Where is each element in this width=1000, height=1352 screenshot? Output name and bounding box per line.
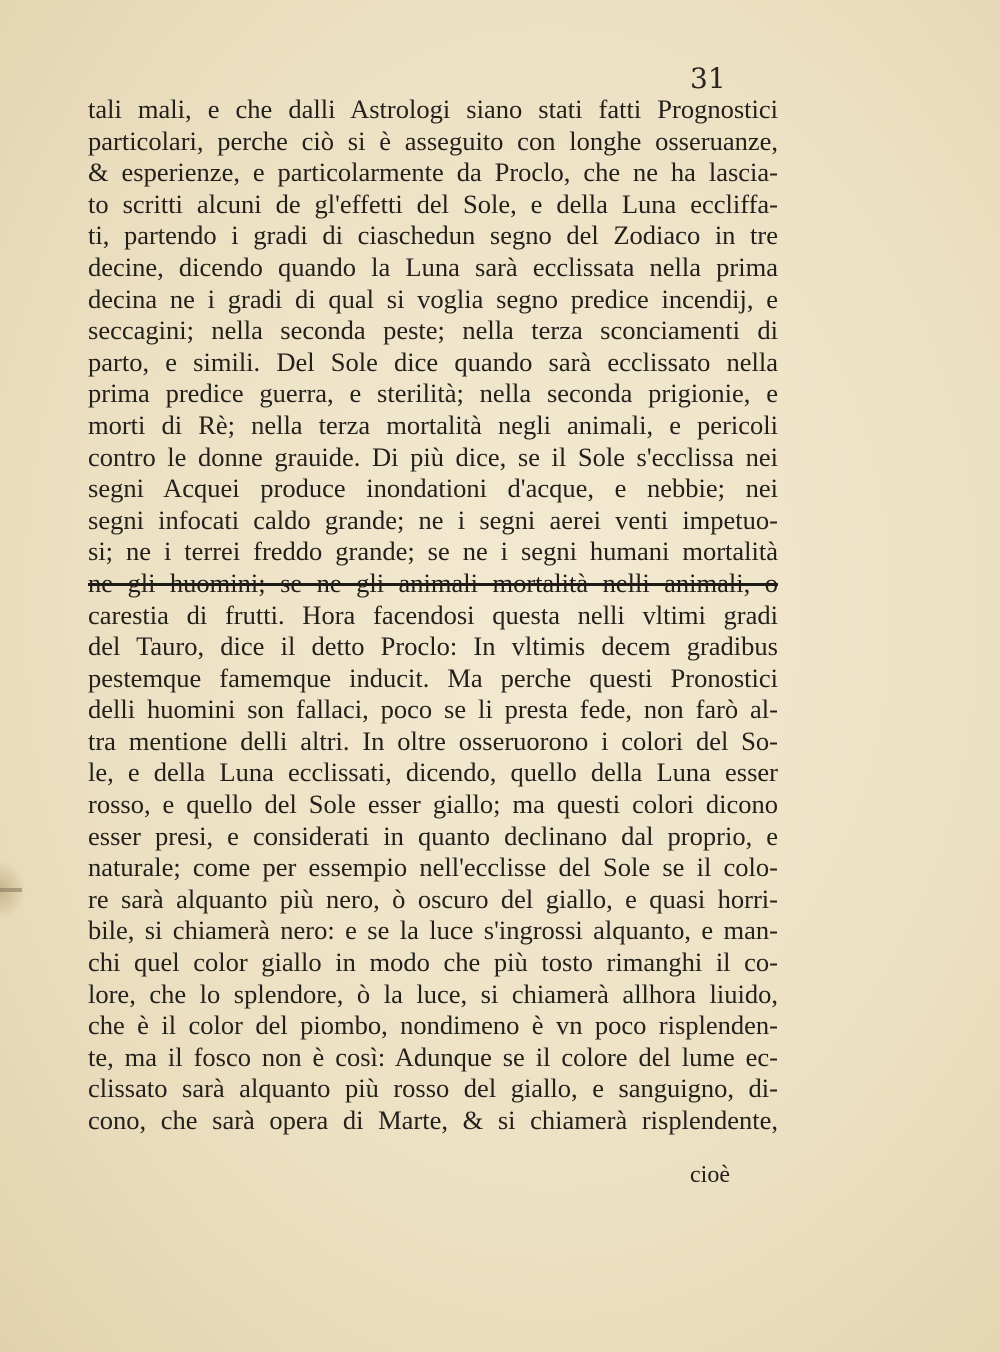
text-line: cono, che sarà opera di Marte, & si chiamerà risplendente, <box>88 1105 778 1135</box>
page-edge-mark <box>0 888 22 892</box>
text-line: naturale; come per essempio nell'ecclisse del Sole se il colo- <box>88 852 778 883</box>
text-line: rosso, e quello del Sole esser giallo; ma questi colori dicono <box>88 789 778 820</box>
text-line: tali mali, e che dalli Astrologi siano stati fatti Prognostici <box>88 94 778 124</box>
text-line: esser presi, e considerati in quanto declinano dal proprio, e <box>88 820 778 851</box>
text-line: morti di Rè; nella terza mortalità negli animali, e pericoli <box>88 409 778 440</box>
text-line: segni infocati caldo grande; ne i segni aerei venti impetuo- <box>88 504 778 535</box>
text-line: decina ne i gradi di qual si voglia segno predice incendij, e <box>88 283 778 314</box>
text-line: particolari, perche ciò si è asseguito con longhe osseruanze, <box>88 125 778 156</box>
text-line: pestemque famemque inducit. Ma perche questi Pronostici <box>88 662 778 693</box>
text-line: te, ma il fosco non è così: Adunque se il colore del lume ec- <box>88 1041 778 1072</box>
catchword: cioè <box>690 1162 730 1188</box>
text-line: tra mentione delli altri. In oltre osseruorono i colori del So- <box>88 725 778 756</box>
struck-through-line: ne gli huomini; se ne gli animali mortalità nelli animali, o <box>88 567 778 598</box>
text-line: che è il color del piombo, nondimeno è vn poco risplenden- <box>88 1010 778 1041</box>
text-line: bile, si chiamerà nero: e se la luce s'ingrossi alquanto, e man- <box>88 915 778 946</box>
text-line: contro le donne grauide. Di più dice, se il Sole s'ecclissa nei <box>88 441 778 472</box>
text-line: parto, e simili. Del Sole dice quando sarà ecclissato nella <box>88 346 778 377</box>
text-line: delli huomini son fallaci, poco se li presta fede, non farò al- <box>88 694 778 725</box>
text-line: chi quel color giallo in modo che più tosto rimanghi il co- <box>88 947 778 978</box>
text-line: carestia di frutti. Hora facendosi questa nelli vltimi gradi <box>88 599 778 630</box>
text-line: ti, partendo i gradi di ciaschedun segno del Zodiaco in tre <box>88 220 778 251</box>
text-line: to scritti alcuni de gl'effetti del Sole, e della Luna eccliffa- <box>88 188 778 219</box>
text-line: del Tauro, dice il detto Proclo: In vltimis decem gradibus <box>88 631 778 662</box>
text-line: seccagini; nella seconda peste; nella terza sconciamenti di <box>88 315 778 346</box>
text-line: si; ne i terrei freddo grande; se ne i segni humani mortalità <box>88 536 778 567</box>
text-line: prima predice guerra, e sterilità; nella seconda prigionie, e <box>88 378 778 409</box>
page-number: 31 <box>690 62 726 95</box>
text-line: decine, dicendo quando la Luna sarà ecclissata nella prima <box>88 251 778 282</box>
text-line: le, e della Luna ecclissati, dicendo, quello della Luna esser <box>88 757 778 788</box>
text-line: segni Acquei produce inondationi d'acque, e nebbie; nei <box>88 473 778 504</box>
body-text <box>88 94 778 1137</box>
text-line: clissato sarà alquanto più rosso del giallo, e sanguigno, di- <box>88 1073 778 1104</box>
text-line: re sarà alquanto più nero, ò oscuro del giallo, e quasi horri- <box>88 883 778 914</box>
text-line: lore, che lo splendore, ò la luce, si chiamerà allhora liuido, <box>88 978 778 1009</box>
text-line: & esperienze, e particolarmente da Proclo, che ne ha lascia- <box>88 157 778 188</box>
